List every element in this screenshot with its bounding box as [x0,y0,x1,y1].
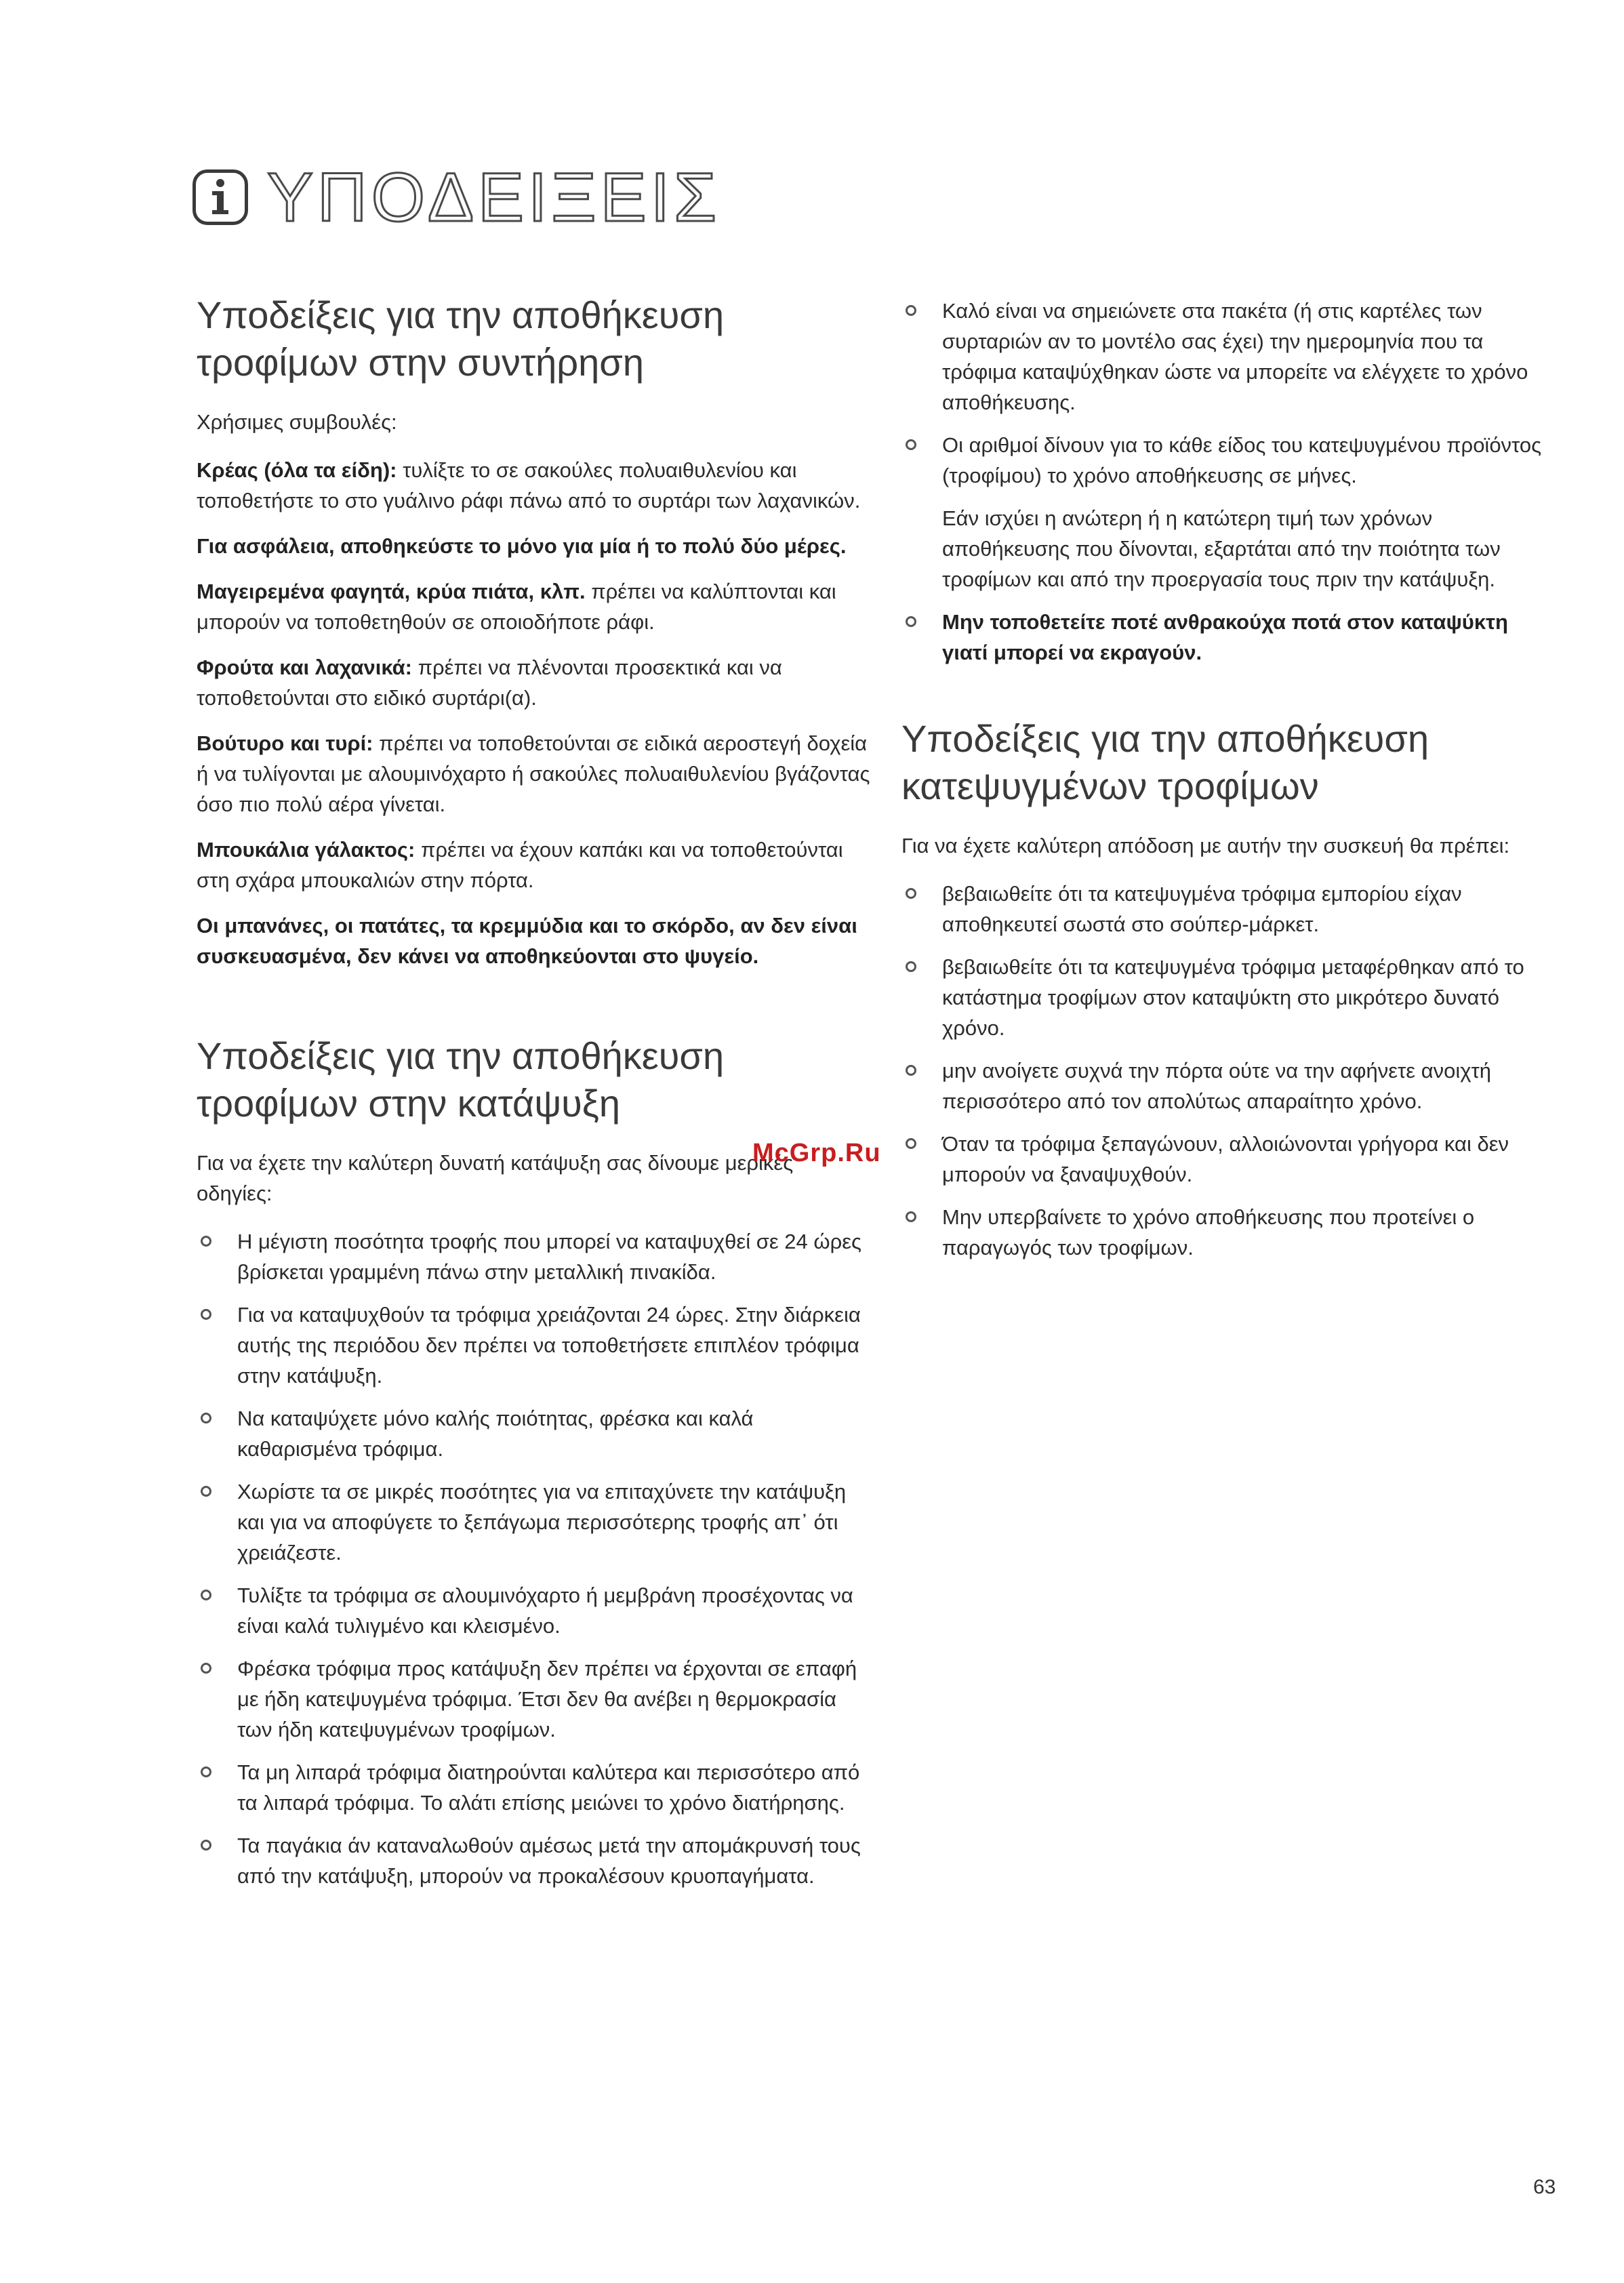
list-item: Τα μη λιπαρά τρόφιμα διατηρούνται καλύτερα και περισσότερο από τα λιπαρά τρόφιμα. Το αλάτι επίσης μειώνει το χρόνο διατήρησης. [197,1757,874,1818]
freezing-list [197,1226,874,1891]
list-item: βεβαιωθείτε ότι τα κατεψυγμένα τρόφιμα μεταφέρθηκαν από το κατάστημα τροφίμων στον καταψύκτη στο μικρότερο δυνατό χρόνο. [901,952,1552,1043]
frozen-list [901,878,1552,1263]
storage-time-note: Εάν ισχύει η ανώτερη ή η κατώτερη τιμή των χρόνων αποθήκευσης που δίνονται, εξαρτάται από την ποιότητα των τροφίμων και από την προεργασία τους πριν την κατάψυξη. [942,506,1501,591]
fridge-heading: Υποδείξεις για την αποθήκευση τροφίμων στην συντήρηση [197,294,725,384]
fridge-tip: Για ασφάλεια, αποθηκεύστε το μόνο για μία ή το πολύ δύο μέρες. [197,534,847,558]
fridge-tip: Μαγειρεμένα φαγητά, κρύα πιάτα, κλπ. πρέπει να καλύπτονται και μπορούν να τοποθετηθούν σε οποιοδήποτε ράφι. [197,580,836,634]
freezing-continued-list [901,296,1552,668]
list-item: Όταν τα τρόφιμα ξεπαγώνουν, αλλοιώνονται γρήγορα και δεν μπορούν να ξαναψυχθούν. [901,1129,1552,1190]
left-column [197,291,874,1903]
fridge-tip: Μπουκάλια γάλακτος: πρέπει να έχουν καπάκι και να τοποθετούνται στη σχάρα μπουκαλιών στην πόρτα. [197,838,843,892]
fridge-tip: Οι μπανάνες, οι πατάτες, τα κρεμμύδια και το σκόρδο, αν δεν είναι συσκευασμένα, δεν κάνει να αποθηκεύονται στο ψυγείο. [197,914,857,968]
list-item: Για να καταψυχθούν τα τρόφιμα χρειάζονται 24 ώρες. Στην διάρκεια αυτής της περιόδου δεν πρέπει να τοποθετήσετε επιπλέον τρόφιμα στην κατάψυξη. [197,1299,874,1391]
fridge-tip: Βούτυρο και τυρί: πρέπει να τοποθετούνται σε ειδικά αεροστεγή δοχεία ή να τυλίγονται με αλουμινόχαρτο ή σακούλες πολυαιθυλενίου βγάζοντας όσο πιο πολύ αέρα γίνεται. [197,731,870,816]
fridge-section [197,291,874,971]
list-item: Καλό είναι να σημειώνετε στα πακέτα (ή στις καρτέλες των συρταριών αν το μοντέλο σας έχει) την ημερομηνία που τα τρόφιμα καταψύχθηκαν ώστε να μπορείτε να ελέγχετε το χρόνο αποθήκευσης. [901,296,1552,418]
page-title: ΥΠΟΔΕΙΞΕΙΣ [267,159,721,236]
list-item: μην ανοίγετε συχνά την πόρτα ούτε να την αφήνετε ανοιχτή περισσότερο από τον απολύτως απαραίτητο χρόνο. [901,1055,1552,1116]
list-item: Να καταψύχετε μόνο καλής ποιότητας, φρέσκα και καλά καθαρισμένα τρόφιμα. [197,1403,874,1464]
list-item: Οι αριθμοί δίνουν για το κάθε είδος του κατεψυγμένου προϊόντος (τροφίμου) το χρόνο αποθήκευσης σε μήνες. Εάν ισχύει η ανώτερη ή η κατώτερη τιμή των χρόνων αποθήκευσης που δίνονται, εξαρτάται από την ποιότητα των τροφίμων και από την προεργασία τους πριν την κατάψυξη. [901,430,1552,594]
list-item: Η μέγιστη ποσότητα τροφής που μπορεί να καταψυχθεί σε 24 ώρες βρίσκεται γραμμένη πάνω στην μεταλλική πινακίδα. [197,1226,874,1287]
list-item: Φρέσκα τρόφιμα προς κατάψυξη δεν πρέπει να έρχονται σε επαφή με ήδη κατεψυγμένα τρόφιμα. Έτσι δεν θα ανέβει η θερμοκρασία των ήδη κατεψυγμένων τροφίμων. [197,1653,874,1745]
watermark: McGrp.Ru [752,1139,881,1167]
right-column [901,296,1552,1275]
freezing-intro: Για να έχετε την καλύτερη δυνατή κατάψυξη σας δίνουμε μερικές οδηγίες: [197,1151,794,1205]
list-item: Χωρίστε τα σε μικρές ποσότητες για να επιταχύνετε την κατάψυξη και για να αποφύγετε το ξεπάγωμα περισσότερης τροφής απ᾽ ότι χρειάζεστε. [197,1476,874,1568]
frozen-intro: Για να έχετε καλύτερη απόδοση με αυτήν την συσκευή θα πρέπει: [901,834,1510,857]
freezing-heading: Υποδείξεις για την αποθήκευση τροφίμων στην κατάψυξη [197,1034,725,1125]
fridge-tip: Κρέας (όλα τα είδη): τυλίξτε το σε σακούλες πολυαιθυλενίου και τοποθετήστε το στο γυάλινο ράφι πάνω από το συρτάρι των λαχανικών. [197,458,861,512]
info-icon [192,169,248,225]
list-item: Τα παγάκια άν καταναλωθούν αμέσως μετά την απομάκρυνσή τους από την κατάψυξη, μπορούν να προκαλέσουν κρυοπαγήματα. [197,1830,874,1891]
page-header [192,159,721,236]
fridge-tip: Φρούτα και λαχανικά: πρέπει να πλένονται προσεκτικά και να τοποθετούνται στο ειδικό συρτάρι(α). [197,655,782,710]
frozen-section [901,715,1552,1263]
page-number: 63 [1533,2176,1556,2198]
list-item: Μην τοποθετείτε ποτέ ανθρακούχα ποτά στον καταψύκτη γιατί μπορεί να εκραγούν. [901,607,1552,668]
frozen-heading: Υποδείξεις για την αποθήκευση κατεψυγμένων τροφίμων [901,717,1429,807]
list-item: Τυλίξτε τα τρόφιμα σε αλουμινόχαρτο ή μεμβράνη προσέχοντας να είναι καλά τυλιγμένο και κλεισμένο. [197,1580,874,1641]
info-glyph [205,178,235,217]
list-item: Μην υπερβαίνετε το χρόνο αποθήκευσης που προτείνει ο παραγωγός των τροφίμων. [901,1202,1552,1263]
fridge-intro: Χρήσιμες συμβουλές: [197,410,397,434]
list-item: βεβαιωθείτε ότι τα κατεψυγμένα τρόφιμα εμπορίου είχαν αποθηκευτεί σωστά στο σούπερ-μάρκετ. [901,878,1552,940]
